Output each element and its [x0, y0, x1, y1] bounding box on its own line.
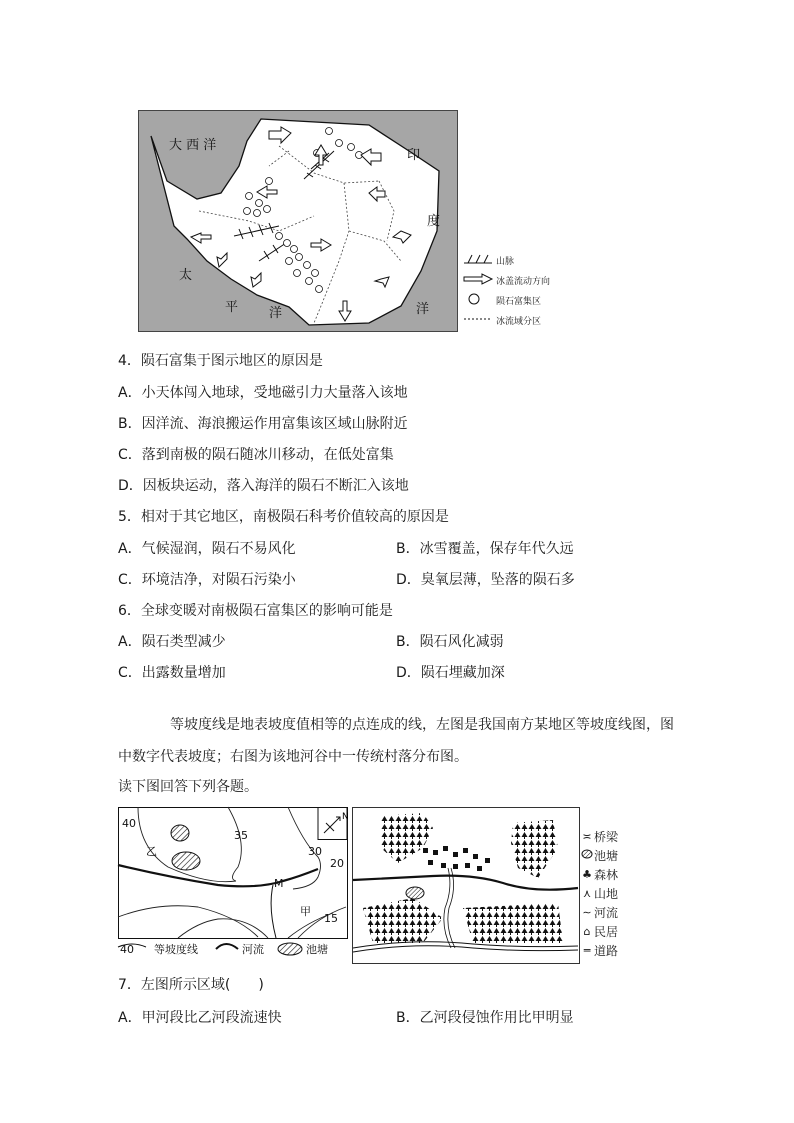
- pond-icon: [580, 849, 594, 862]
- mountain-icon: ⋏: [582, 887, 592, 900]
- mountain-range-icon: [462, 253, 496, 268]
- village-map-legend: [580, 827, 660, 967]
- village-distribution-map: [352, 807, 580, 964]
- circle-icon: [462, 293, 496, 308]
- question-4-option-d: D．因板块运动，落入海洋的陨石不断汇入该地: [118, 478, 409, 494]
- indian-label-2: 度: [427, 214, 441, 229]
- bridge-icon: ≍: [582, 830, 592, 843]
- legend-pond-label: 池塘: [306, 943, 328, 956]
- legend-label: 陨石富集区: [496, 296, 542, 307]
- river-legend-icon: [216, 944, 238, 949]
- question-6-option-a: A．陨石类型减少: [118, 634, 226, 650]
- legend-ice-flow: [462, 270, 582, 290]
- legend-label: 山脉: [496, 256, 515, 267]
- house-icon: ⌂: [583, 925, 591, 938]
- question-7-stem: 7．左图所示区域( ): [118, 977, 264, 993]
- question-4-option-b: B．因洋流、海浪搬运作用富集该区域山脉附近: [118, 416, 408, 432]
- legend-river: ∼ 河流: [580, 903, 660, 922]
- passage-line-3: 读下图回答下列各题。: [118, 779, 258, 795]
- passage-line-2: 中数字代表坡度；右图为该地河谷中一传统村落分布图。: [118, 749, 468, 765]
- legend-road: ═ 道路: [580, 941, 660, 960]
- question-5-option-a: A．气候湿润，陨石不易风化: [118, 541, 296, 557]
- map2-left-legend: [118, 942, 328, 956]
- legend-meteorite: [462, 290, 582, 310]
- question-4-stem: 4．陨石富集于图示地区的原因是: [118, 353, 323, 369]
- slope-contour-svg: [118, 807, 348, 962]
- question-6-option-b: B．陨石风化减弱: [396, 634, 504, 650]
- question-6-stem: 6．全球变暖对南极陨石富集区的影响可能是: [118, 603, 393, 619]
- question-5-option-b: B．冰雪覆盖，保存年代久远: [396, 541, 574, 557]
- legend-forest: ♣ 森林: [580, 865, 660, 884]
- legend-contour-label: 等坡度线: [154, 943, 198, 956]
- question-5-stem: 5．相对于其它地区，南极陨石科考价值较高的原因是: [118, 509, 449, 525]
- legend-mountain: ⋏ 山地: [580, 884, 660, 903]
- pacific-label-3: 洋: [269, 306, 283, 321]
- ice-flow-arrow-icon: [462, 273, 496, 288]
- north-label: N: [342, 812, 349, 822]
- question-7-option-a: A．甲河段比乙河段流速快: [118, 1010, 282, 1026]
- river-segment-yi-label: 乙: [146, 845, 157, 858]
- pond-shape: [406, 887, 424, 899]
- legend-pond: 池塘: [580, 846, 660, 865]
- map1-legend: [462, 250, 582, 330]
- forest-icon: ♣: [582, 868, 592, 881]
- contour-label-30: 30: [308, 845, 322, 858]
- village-map-svg: [353, 808, 579, 963]
- house-cluster: [423, 846, 490, 871]
- pond-legend-icon: [278, 943, 302, 955]
- legend-label: 冰盖流动方向: [496, 276, 551, 287]
- contour-label-40: 40: [122, 817, 136, 830]
- question-4-option-c: C．落到南极的陨石随冰川移动，在低处富集: [118, 447, 394, 463]
- legend-house: ⌂ 民居: [580, 922, 660, 941]
- river-segment-jia-label: 甲: [300, 905, 311, 918]
- contour-label-35: 35: [234, 829, 248, 842]
- legend-bridge: ≍ 桥梁: [580, 827, 660, 846]
- point-m-label: M: [274, 877, 284, 890]
- contour-label-15: 15: [324, 912, 338, 925]
- question-5-option-d: D．臭氧层薄，坠落的陨石多: [396, 572, 575, 588]
- question-7-option-b: B．乙河段侵蚀作用比甲明显: [396, 1010, 574, 1026]
- question-5-option-c: C．环境洁净，对陨石污染小: [118, 572, 296, 588]
- pacific-label-1: 太: [179, 268, 193, 283]
- legend-label: 冰流域分区: [496, 316, 542, 327]
- legend-mountain: [462, 250, 582, 270]
- legend-river-label: 河流: [242, 943, 264, 956]
- indian-label-1: 印: [407, 148, 421, 163]
- legend-ice-basin: [462, 310, 582, 330]
- indian-label-3: 洋: [416, 302, 430, 317]
- atlantic-label: 大 西 洋: [169, 138, 217, 153]
- river-line: [353, 876, 578, 890]
- slope-contour-map: [118, 807, 348, 962]
- question-6-option-c: C．出露数量增加: [118, 665, 226, 681]
- passage-line-1: 等坡度线是地表坡度值相等的点连成的线，左图是我国南方某地区等坡度线图，图: [170, 717, 674, 733]
- pacific-label-2: 平: [225, 300, 239, 315]
- contour-label-20: 20: [330, 857, 344, 870]
- antarctica-meteorite-map: [138, 110, 458, 332]
- legend-contour-value: 40: [120, 943, 134, 956]
- antarctica-map-svg: [139, 111, 457, 331]
- question-6-option-d: D．陨石埋藏加深: [396, 665, 505, 681]
- dashed-line-icon: [462, 313, 496, 328]
- question-4-option-a: A．小天体闯入地球，受地磁引力大量落入该地: [118, 385, 408, 401]
- road-icon: ═: [583, 944, 591, 957]
- river-icon: ∼: [582, 906, 592, 919]
